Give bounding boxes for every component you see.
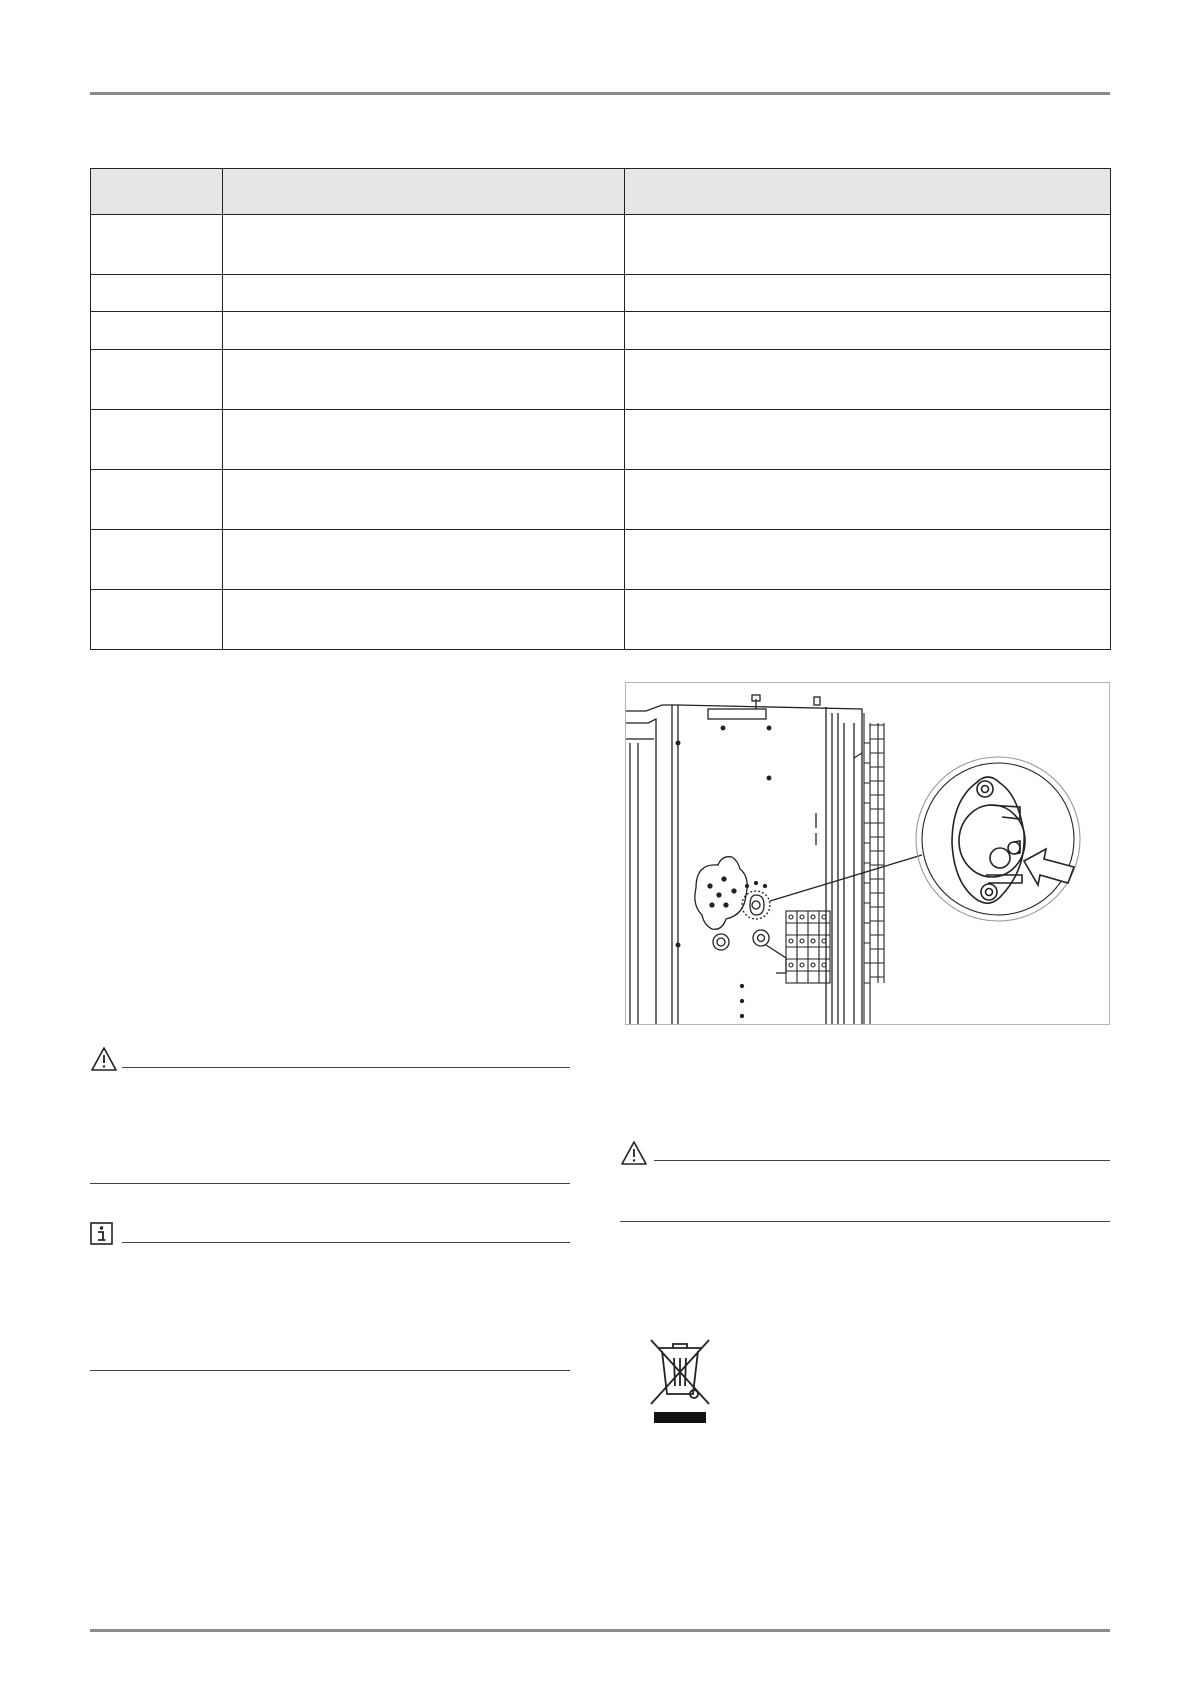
- arrow-icon: [1024, 849, 1074, 885]
- table-cell: [91, 530, 223, 590]
- table-cell: [625, 410, 1111, 470]
- body-top: [678, 705, 862, 1025]
- terminal-block: [786, 911, 830, 983]
- notice-header-rule: [122, 1242, 570, 1243]
- element-flange: [695, 857, 747, 930]
- left-warning-notice: [90, 1046, 570, 1191]
- table-row: [91, 410, 1111, 470]
- table-cell: [625, 312, 1111, 350]
- notice-footer-rule: [90, 1183, 570, 1184]
- table-cell: [625, 530, 1111, 590]
- table-row: [91, 215, 1111, 275]
- table-cell: [223, 470, 625, 530]
- footer-rule: [90, 1629, 1110, 1632]
- table-cell: [91, 410, 223, 470]
- notice-header-rule: [122, 1067, 570, 1068]
- table-header-cell: [625, 169, 1111, 215]
- table-cell: [91, 590, 223, 650]
- table-cell: [223, 590, 625, 650]
- table-cell: [625, 215, 1111, 275]
- info-icon: [90, 1222, 114, 1246]
- table-cell: [223, 410, 625, 470]
- right-warning-notice: [620, 1140, 1110, 1230]
- table-header-cell: [223, 169, 625, 215]
- table-cell: [625, 350, 1111, 410]
- table-cell: [91, 470, 223, 530]
- table-cell: [223, 350, 625, 410]
- table-cell: [91, 350, 223, 410]
- table-cell: [625, 590, 1111, 650]
- leader-line: [770, 855, 922, 901]
- table-cell: [223, 215, 625, 275]
- table-row: [91, 275, 1111, 312]
- left-info-notice: [90, 1222, 570, 1372]
- table-row: [91, 530, 1111, 590]
- heater-drawing: [626, 683, 1110, 1025]
- specification-table: [90, 168, 1111, 650]
- notice-footer-rule: [90, 1370, 570, 1371]
- table-cell: [91, 215, 223, 275]
- table-cell: [625, 470, 1111, 530]
- warning-triangle-icon: [620, 1140, 648, 1166]
- table-cell: [625, 275, 1111, 312]
- table-row: [91, 590, 1111, 650]
- magnified-thermostat: [952, 777, 1025, 903]
- table-cell: [91, 275, 223, 312]
- radiator-fins: [854, 713, 884, 1025]
- crossed-out-wheelie-bin-icon: [645, 1328, 715, 1423]
- table-cell: [91, 312, 223, 350]
- table-row: [91, 350, 1111, 410]
- header-rule: [90, 92, 1110, 95]
- notice-header-rule: [654, 1160, 1110, 1161]
- warning-triangle-icon: [90, 1046, 118, 1072]
- disposal-symbol: [645, 1328, 715, 1423]
- table-row: [91, 470, 1111, 530]
- table-cell: [223, 530, 625, 590]
- table-cell: [223, 275, 625, 312]
- frame-rail: [626, 705, 672, 1025]
- table-row: [91, 312, 1111, 350]
- table-header-row: [91, 169, 1111, 215]
- notice-footer-rule: [620, 1221, 1110, 1222]
- table-header-cell: [91, 169, 223, 215]
- table-cell: [223, 312, 625, 350]
- body-panel: [672, 705, 678, 1025]
- thermostat-illustration: [625, 682, 1110, 1025]
